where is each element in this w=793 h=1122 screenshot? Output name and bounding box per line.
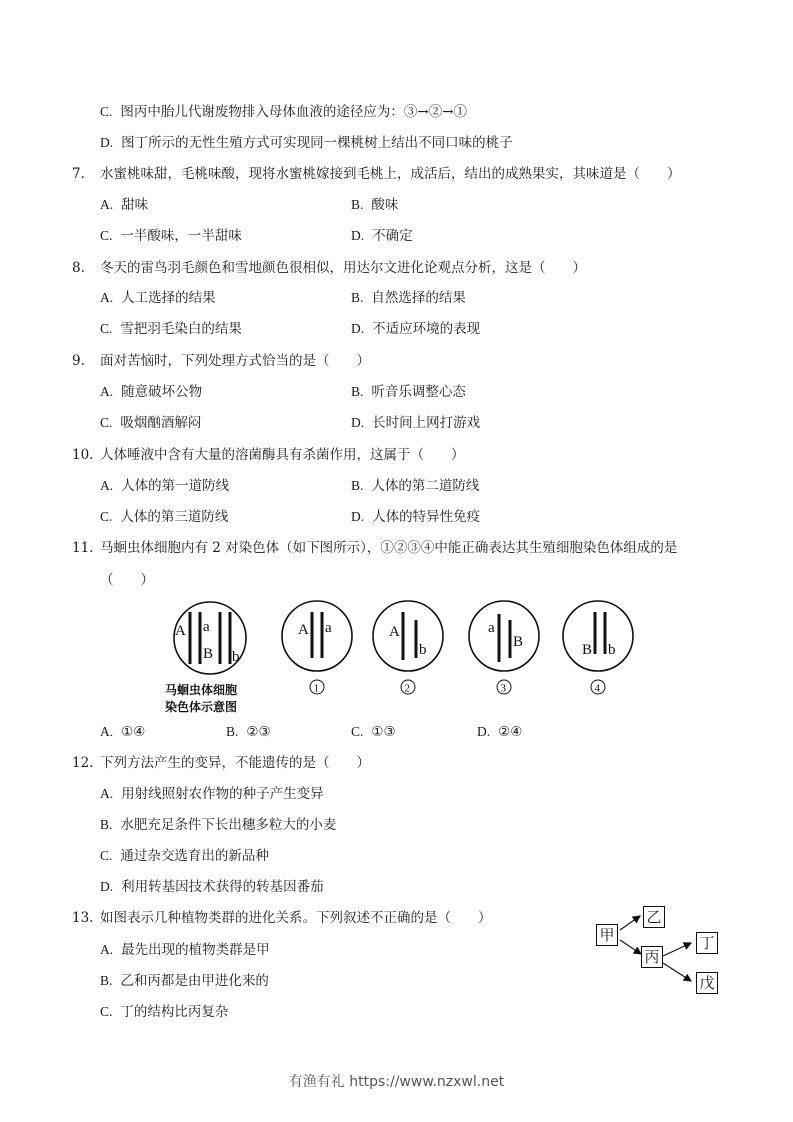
option-label: C. [100,321,113,336]
option-d [100,878,324,896]
option-text: 吸烟酗酒解闷 [120,415,202,431]
question-stem: 如图表示几种植物类群的进化关系。下列叙述不正确的是（ ） [100,910,492,926]
option-label: D. [477,724,491,739]
option-c [100,1003,228,1021]
question-stem: 冬天的雷鸟羽毛颜色和雪地颜色很相似，用达尔文进化论观点分析，这是（ ） [100,260,586,276]
option-a [100,383,202,401]
option-text: 通过杂交选育出的新品种 [120,848,269,864]
evolution-diagram [590,900,730,1000]
option-text: 不适应环境的表现 [372,321,481,337]
node-ding: 丁 [696,932,718,954]
option-c [351,723,396,741]
svg-text:马蛔虫体细胞: 马蛔虫体细胞 [165,683,238,697]
question-number: 13. [72,910,94,926]
question-stem: 水蜜桃味甜，毛桃味酸，现将水蜜桃嫁接到毛桃上，成活后，结出的成熟果实，其味道是（ ） [100,166,681,182]
question-stem: 人体唾液中含有大量的溶菌酶具有杀菌作用，这属于（ ） [100,447,465,463]
svg-text:A: A [389,624,400,640]
question-number: 10. [72,447,94,463]
option-label: C. [100,228,113,243]
option-label: B. [351,384,364,399]
option-text: ②③ [246,724,271,740]
svg-text:A: A [175,623,186,639]
option-text: 自然选择的结果 [371,290,466,306]
option-label: A. [100,384,114,399]
svg-text:B: B [582,642,593,658]
option-label: C. [100,415,113,430]
option-c [100,227,242,245]
option-label: D. [100,135,114,150]
option-c [100,414,201,432]
q6-option-c [100,103,467,121]
node-bing: 丙 [641,946,663,968]
svg-text:染色体示意图: 染色体示意图 [165,700,238,714]
option-d [477,723,522,741]
svg-text:B: B [513,634,524,650]
option-label: C. [100,1004,113,1019]
node-jia: 甲 [596,924,618,946]
option-text: 一半酸味，一半甜味 [120,228,242,244]
option-text: 人体的第三道防线 [120,509,229,525]
option-label: A. [100,724,114,739]
option-label: C. [351,724,364,739]
option-text: 图丙中胎儿代谢废物排入母体血液的途径应为：③→②→① [120,104,468,120]
option-label: D. [351,509,365,524]
question-number: 8. [72,260,85,276]
node-wu: 戊 [696,972,718,994]
option-b [351,383,466,401]
option-text: 酸味 [371,197,399,213]
svg-text:a: a [203,619,210,635]
svg-text:B: B [203,646,214,662]
option-a [100,196,148,214]
node-yi: 乙 [643,906,665,928]
chromosome-diagram [165,598,645,723]
option-b [100,816,336,834]
option-text: 人工选择的结果 [121,290,216,306]
option-b [351,289,466,307]
svg-text:a: a [488,620,495,636]
option-a [100,723,145,741]
option-text: 丁的结构比丙复杂 [120,1004,229,1020]
option-label: C. [100,509,113,524]
option-text: ②④ [498,724,523,740]
footer-watermark: 有渔有礼 https://www.nzxwl.net [288,1074,505,1090]
option-text: ①④ [121,724,146,740]
option-text: 人体的特异性免疫 [372,509,481,525]
option-label: D. [351,321,365,336]
chromosome-figure [165,598,645,723]
option-d [351,414,480,432]
option-d [351,508,480,526]
option-b [351,477,479,495]
option-b [100,972,269,990]
option-label: B. [351,290,364,305]
svg-text:3: 3 [500,682,506,695]
option-label: C. [100,104,113,119]
option-text: 长时间上网打游戏 [372,415,481,431]
option-c [100,847,269,865]
option-label: A. [100,290,114,305]
option-label: C. [100,848,113,863]
option-label: D. [351,415,365,430]
option-label: B. [100,973,113,988]
option-text: 随意破坏公物 [121,384,203,400]
svg-text:b: b [232,649,240,665]
svg-text:A: A [298,622,309,638]
option-text: 乙和丙都是由甲进化来的 [120,973,269,989]
option-a [100,477,229,495]
option-c [100,508,228,526]
option-a [100,941,270,959]
option-text: 不确定 [372,228,413,244]
option-b [351,196,398,214]
svg-text:b: b [419,642,427,658]
option-text: 雪把羽毛染白的结果 [120,321,242,337]
option-c [100,320,242,338]
option-text: 甜味 [121,197,149,213]
option-text: ①③ [371,724,396,740]
option-text: 最先出现的植物类群是甲 [121,942,270,958]
svg-text:a: a [325,620,332,636]
option-text: 用射线照射农作物的种子产生变异 [121,786,324,802]
option-label: B. [226,724,239,739]
option-a [100,785,324,803]
question-number: 9. [72,353,85,369]
option-a [100,289,216,307]
option-text: 听音乐调整心态 [371,384,466,400]
option-label: D. [351,228,365,243]
option-label: D. [100,879,114,894]
option-d [351,227,413,245]
question-stem: 马蛔虫体细胞内有 2 对染色体（如下图所示），①②③④中能正确表达其生殖细胞染色体组成的是 [100,540,678,556]
option-label: A. [100,942,114,957]
option-label: A. [100,786,114,801]
option-label: A. [100,197,114,212]
option-text: 人体的第二道防线 [371,478,480,494]
option-label: B. [351,478,364,493]
question-stem: 面对苦恼时，下列处理方式恰当的是（ ） [100,353,370,369]
option-label: B. [351,197,364,212]
question-number: 7. [72,166,85,182]
option-label: A. [100,478,114,493]
question-number: 12. [72,755,94,771]
svg-text:b: b [608,642,616,658]
question-number: 11. [72,540,94,556]
svg-text:2: 2 [404,682,410,695]
option-text: 利用转基因技术获得的转基因番茄 [121,879,324,895]
option-text: 人体的第一道防线 [121,478,230,494]
option-text: 图丁所示的无性生殖方式可实现同一棵桃树上结出不同口味的桃子 [121,135,513,151]
q6-option-d [100,134,513,152]
question-stem: 下列方法产生的变异，不能遗传的是（ ） [100,755,370,771]
svg-text:4: 4 [594,682,600,695]
option-d [351,320,480,338]
option-text: 水肥充足条件下长出穗多粒大的小麦 [120,817,337,833]
svg-text:1: 1 [313,682,319,695]
question-stem-paren: （ ） [100,572,154,588]
option-label: B. [100,817,113,832]
option-b [226,723,271,741]
